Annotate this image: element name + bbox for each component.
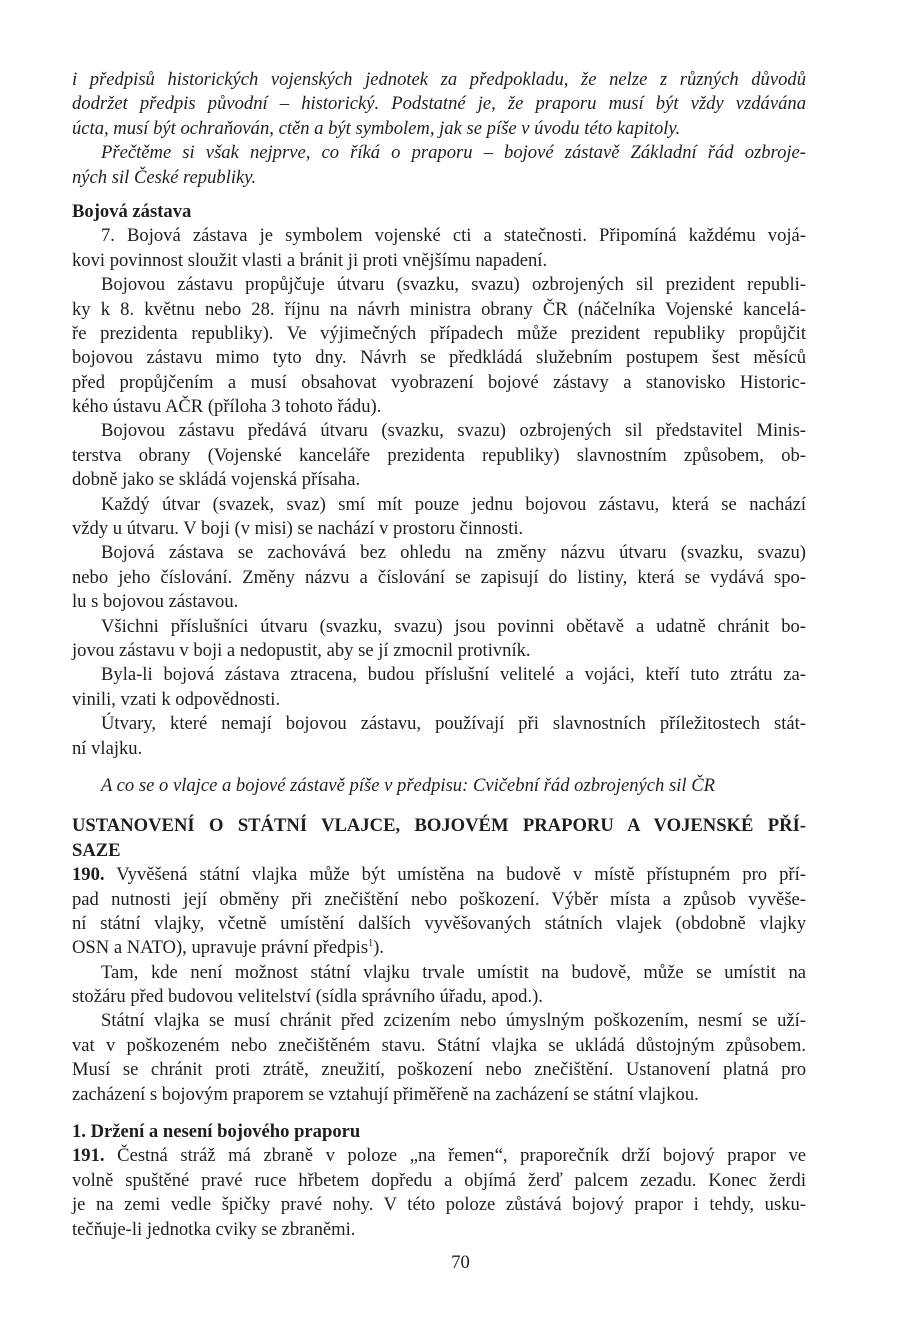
text-line: úcta, musí být ochraňován, ctěn a být symbolem, jak se píše v úvodu této kapitoly.	[72, 117, 681, 139]
text-line: zacházení s bojovým praporem se vztahují přiměřeně na zacházení se státní vlajkou.	[72, 1083, 699, 1105]
text-line: kého ústavu AČR (příloha 3 tohoto řádu).	[72, 396, 382, 418]
article-number: 190.	[72, 864, 105, 886]
text-span: ).	[373, 937, 384, 959]
text-span: Vyvěšená státní vlajka může být umístěna na budově v místě přístupném pro pří-	[104, 864, 806, 886]
text-line: Tam, kde není možnost státní vlajku trvale umístit na budově, může se umístit na	[101, 961, 806, 983]
article-number: 191.	[72, 1145, 105, 1167]
document-page	[72, 68, 806, 1242]
section-heading-bojova-zastava: Bojová zástava	[72, 200, 192, 222]
text-line: dobně jako se skládá vojenská přísaha.	[72, 469, 361, 491]
section-heading-drzeni-praporu: 1. Držení a nesení bojového praporu	[72, 1121, 361, 1143]
text-line: vinili, vzati k odpovědnosti.	[72, 688, 281, 710]
paragraph	[72, 961, 806, 1010]
text-line: ře prezidenta republiky). Ve výjimečných případech může prezident republiky propůjčit	[72, 322, 806, 344]
text-line: volně spuštěné pravé ruce hřbetem dopředu a objímá žerď palcem zezadu. Konec žerdi	[72, 1169, 806, 1191]
text-line: ných sil České republiky.	[72, 166, 257, 188]
text-line: je na zemi vedle špičky pravé nohy. V této poloze zůstává bojový prapor i tehdy, usku-	[72, 1194, 806, 1216]
text-line: 7. Bojová zástava je symbolem vojenské cti a statečnosti. Připomíná každému vojá-	[101, 225, 806, 247]
text-line: bojovou zástavu mimo tyto dny. Návrh se předkládá služebním postupem šest měsíců	[72, 347, 806, 369]
text-line: Každý útvar (svazek, svaz) smí mít pouze jednu bojovou zástavu, která se nachází	[101, 493, 806, 515]
text-line: Přečtěme si však nejprve, co říká o praporu – bojové zástavě Základní řád ozbroje-	[101, 142, 806, 164]
text-line: pad nutnosti její obměny při znečištění nebo poškození. Výběr místa a způsob vyvěše-	[72, 888, 806, 910]
text-line: lu s bojovou zástavou.	[72, 591, 239, 613]
text-line: stožáru před budovou velitelství (sídla správního úřadu, apod.).	[72, 986, 543, 1008]
text-line: Byla-li bojová zástava ztracena, budou příslušní velitelé a vojáci, kteří tuto ztrátu za-	[101, 664, 806, 686]
paragraph	[72, 663, 806, 712]
text-line: dodržet předpis původní – historický. Podstatné je, že praporu musí být vždy vzdávána	[72, 93, 806, 115]
article-190	[72, 863, 806, 961]
intro-paragraph	[72, 68, 806, 190]
text-line: ní vlajku.	[72, 737, 143, 759]
article-191	[72, 1144, 806, 1242]
text-line: vždy u útvaru. V boji (v misi) se nachází v prostoru činnosti.	[72, 518, 524, 540]
text-line	[72, 936, 806, 960]
paragraph	[72, 273, 806, 419]
text-line	[72, 863, 806, 887]
paragraph	[72, 1009, 806, 1107]
text-span: Čestná stráž má zbraně v poloze „na řemen“, praporečník drží bojový prapor ve	[104, 1145, 806, 1167]
text-line: tečňuje-li jednotka cviky se zbraněmi.	[72, 1218, 356, 1240]
footnote-marker[interactable]: 1	[368, 938, 374, 950]
text-line: Státní vlajka se musí chránit před zcizením nebo úmyslným poškozením, nesmí se uží-	[101, 1010, 806, 1032]
transition-text: A co se o vlajce a bojové zástavě píše v předpisu: Cvičební řád ozbrojených sil ČR	[101, 774, 715, 796]
text-line: před propůjčením a musí obsahovat vyobrazení bojové zástavy a stanovisko Historic-	[72, 371, 806, 393]
text-line: Všichni příslušníci útvaru (svazku, svazu) jsou povinni obětavě a udatně chránit bo-	[101, 615, 806, 637]
text-line: ky k 8. květnu nebo 28. říjnu na návrh ministra obrany ČR (náčelníka Vojenské kancelá-	[72, 298, 806, 320]
section-heading-ustanoveni	[72, 814, 806, 863]
paragraph	[72, 419, 806, 492]
heading-line: USTANOVENÍ O STÁTNÍ VLAJCE, BOJOVÉM PRAPORU A VOJENSKÉ PŘÍ-	[72, 815, 806, 837]
text-line: nebo jeho číslování. Změny názvu a číslování se zapisují do listiny, která se vydává spo-	[72, 566, 806, 588]
text-line: jovou zástavu v boji a nedopustit, aby se jí zmocnil protivník.	[72, 639, 531, 661]
text-line: terstva obrany (Vojenské kanceláře prezidenta republiky) slavnostním způsobem, ob-	[72, 444, 806, 466]
page-number: 70	[451, 1252, 470, 1273]
text-line: Bojovou zástavu propůjčuje útvaru (svazku, svazu) ozbrojených sil prezident republi-	[101, 274, 806, 296]
text-line: vat v poškozeném nebo znečištěném stavu. Státní vlajka se ukládá důstojným způsobem.	[72, 1034, 806, 1056]
paragraph	[72, 493, 806, 542]
text-line: Musí se chránit proti ztrátě, zneužití, poškození nebo znečištění. Ustanovení platná pro	[72, 1059, 806, 1081]
text-line	[72, 1144, 806, 1168]
text-line: i předpisů historických vojenských jednotek za předpokladu, že nelze z různých důvodů	[72, 69, 806, 90]
text-line: Bojovou zástavu předává útvaru (svazku, svazu) ozbrojených sil představitel Minis-	[101, 420, 806, 442]
paragraph	[72, 615, 806, 664]
text-line: Útvary, které nemají bojovou zástavu, používají při slavnostních příležitostech stát-	[101, 713, 806, 735]
heading-line: SAZE	[72, 839, 121, 861]
text-line: ní státní vlajky, včetně umístění dalších vyvěšovaných státních vlajek (obdobně vlajky	[72, 912, 806, 934]
paragraph	[72, 541, 806, 614]
text-line: Bojová zástava se zachovává bez ohledu na změny názvu útvaru (svazku, svazu)	[101, 542, 806, 564]
paragraph	[72, 224, 806, 273]
paragraph	[72, 712, 806, 761]
text-line: kovi povinnost sloužit vlasti a bránit ji proti vnějšímu napadení.	[72, 249, 548, 271]
text-span: OSN a NATO), upravuje právní předpis	[72, 937, 369, 959]
